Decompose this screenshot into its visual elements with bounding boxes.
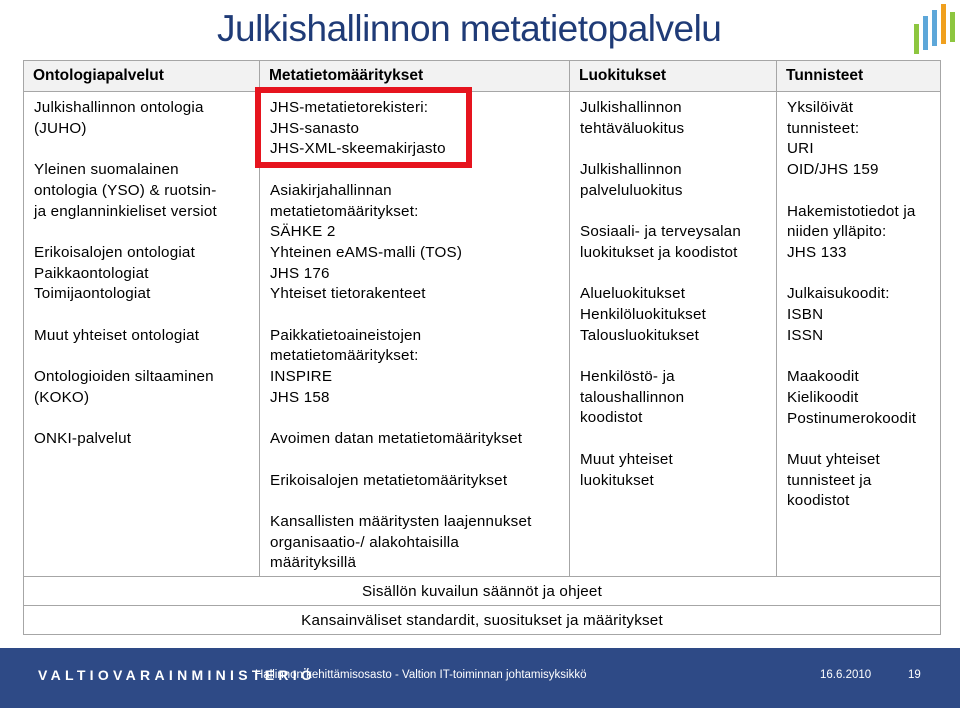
list-item: Alueluokitukset Henkilöluokitukset Talousluokitukset xyxy=(580,285,707,344)
list-item: Avoimen datan metatietomääritykset xyxy=(270,430,523,448)
logo-bar-green-2 xyxy=(950,12,955,42)
list-item: Erikoisalojen ontologiat Paikkaontologiat Toimijaontologiat xyxy=(34,243,195,303)
page-number: 19 xyxy=(908,669,921,681)
list-item: Yksilöivät tunnisteet: URI OID/JHS 159 xyxy=(787,99,879,179)
list-item: Kansallisten määritysten laajennukset organisaatio-/ alakohtaisilla määrityksillä xyxy=(270,512,532,572)
logo-bar-blue-1 xyxy=(923,16,928,50)
list-item: ONKI-palvelut xyxy=(34,430,132,448)
list-item: Muut yhteiset ontologiat xyxy=(34,326,200,344)
logo-bar-blue-2 xyxy=(932,10,937,46)
date-label: 16.6.2010 xyxy=(820,669,872,681)
ministry-logo-bars xyxy=(912,4,958,64)
column-ontology-services xyxy=(24,92,260,577)
department-label: Hallinnon kehittämisosasto - Valtion IT-toiminnan johtamisyksikkö xyxy=(255,669,587,681)
header-ontology-services: Ontologiapalvelut xyxy=(24,61,260,92)
column-identifiers xyxy=(777,92,941,577)
header-row xyxy=(24,61,941,92)
list-item: Julkishallinnon tehtäväluokitus xyxy=(580,99,685,137)
list-item: Sosiaali- ja terveysalan luokitukset ja koodistot xyxy=(580,223,741,261)
ministry-logo-text: VALTIOVARAINMINISTERIÖ xyxy=(38,667,317,683)
header-identifiers: Tunnisteet xyxy=(777,61,941,92)
list-item: JHS-metatietorekisteri: JHS-sanasto JHS-XML-skeemakirjasto xyxy=(270,99,446,158)
list-item: Asiakirjahallinnan metatietomääritykset: SÄHKE 2 Yhteinen eAMS-malli (TOS) JHS 176 Yhteiset tietorakenteet xyxy=(270,181,463,303)
header-classifications: Luokitukset xyxy=(570,61,777,92)
logo-bar-orange xyxy=(941,4,946,44)
list-item: Maakoodit Kielikoodit Postinumerokoodit xyxy=(787,368,917,427)
list-item: Muut yhteiset luokitukset xyxy=(580,450,673,489)
list-item: Yleinen suomalainen ontologia (YSO) & ruotsin- ja englanninkieliset versiot xyxy=(34,161,217,220)
bottom-bar xyxy=(0,648,960,708)
footer-row-international-standards xyxy=(24,606,941,635)
list-item: Erikoisalojen metatietomääritykset xyxy=(270,471,508,489)
header-metadata-specifications: Metatietomääritykset xyxy=(260,61,570,92)
metadata-services-table xyxy=(23,60,941,635)
logo-bar-green xyxy=(914,24,919,54)
list-item: Hakemistotiedot ja niiden ylläpito: JHS 133 xyxy=(787,202,916,261)
list-item: Julkaisukoodit: ISBN ISSN xyxy=(787,285,890,344)
body-row xyxy=(24,92,941,577)
footer-row-content-rules xyxy=(24,577,941,606)
list-item: Ontologioiden siltaaminen (KOKO) xyxy=(34,368,214,406)
list-item: Julkishallinnon ontologia (JUHO) xyxy=(34,99,204,137)
list-item: Muut yhteiset tunnisteet ja koodistot xyxy=(787,450,880,510)
page-title: Julkishallinnon metatietopalvelu xyxy=(217,8,722,49)
international-standards-label: Kansainväliset standardit, suositukset ja määritykset xyxy=(301,611,663,629)
list-item: Julkishallinnon palveluluokitus xyxy=(580,161,683,199)
column-classifications xyxy=(570,92,777,577)
jhs-highlight-box xyxy=(255,87,472,168)
list-item: Henkilöstö- ja taloushallinnon koodistot xyxy=(580,368,685,427)
list-item: Paikkatietoaineistojen metatietomääritykset: INSPIRE JHS 158 xyxy=(270,326,422,406)
content-rules-label: Sisällön kuvailun säännöt ja ohjeet xyxy=(361,582,603,600)
